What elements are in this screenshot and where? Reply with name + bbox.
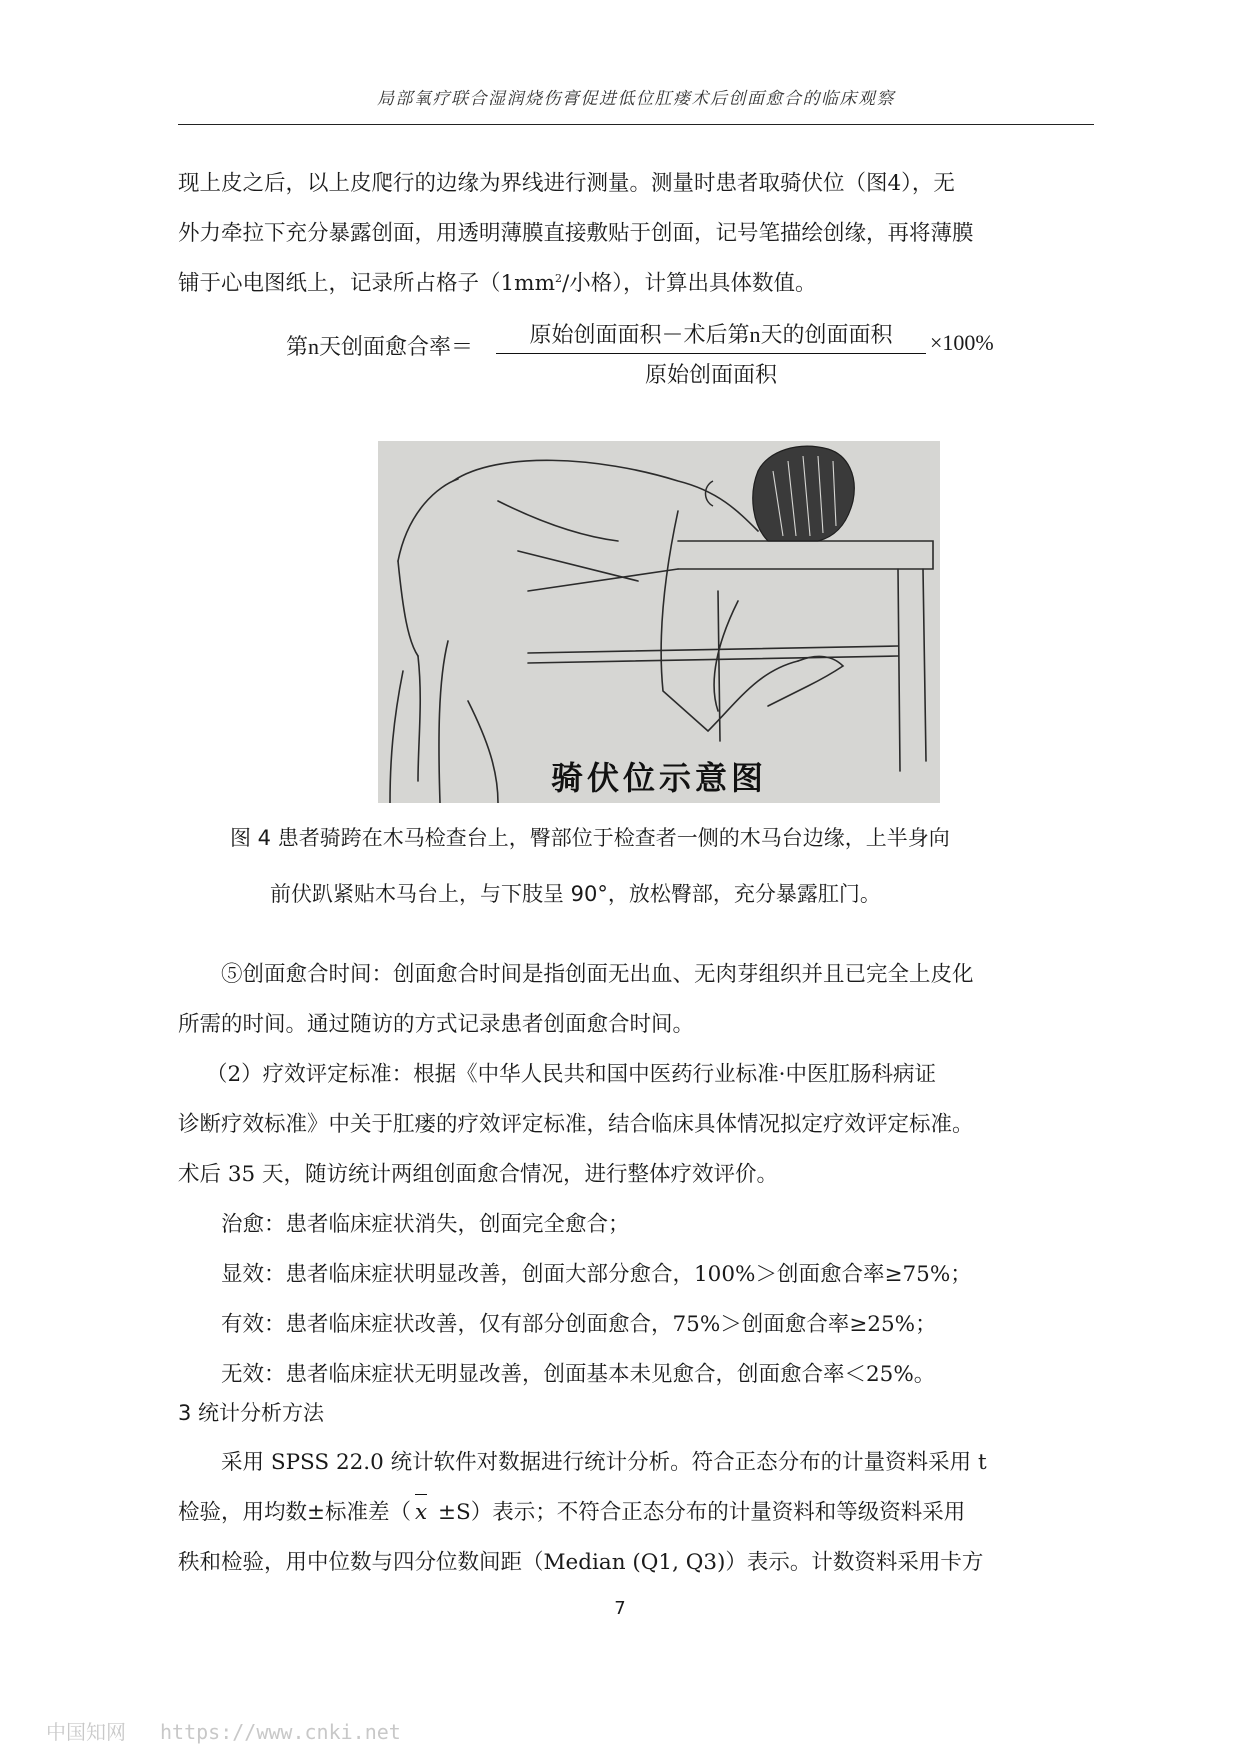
formula-fraction — [496, 318, 926, 389]
section-3-line-1: 采用 SPSS 22.0 统计软件对数据进行统计分析。符合正态分布的计量资料采用 t — [221, 1450, 987, 1475]
cnki-watermark — [46, 1716, 401, 1745]
figure-embedded-title: 骑伏位示意图 — [550, 759, 767, 797]
paragraph-2-line-1: ⑤创面愈合时间：创面愈合时间是指创面无出血、无肉芽组织并且已完全上皮化 — [221, 962, 974, 987]
criterion-cured: 治愈：患者临床症状消失，创面完全愈合； — [221, 1212, 630, 1237]
watermark-cn: 中国知网 — [46, 1720, 126, 1744]
paragraph-1-line-3 — [178, 259, 1094, 309]
section-3-line-3: 秩和检验，用中位数与四分位数间距（Median (Q1, Q3)）表示。计数资料采用卡方 — [178, 1550, 984, 1575]
formula-numerator: 原始创面面积－术后第n天的创面面积 — [496, 318, 926, 354]
formula-multiplier: ×100% — [930, 330, 994, 355]
paragraph-2-line-3: （2）疗效评定标准：根据《中华人民共和国中医药行业标准·中医肛肠科病证 — [206, 1062, 937, 1087]
page-number: 7 — [614, 1598, 626, 1619]
watermark-url: https://www.cnki.net — [160, 1720, 401, 1744]
criterion-ineffective: 无效：患者临床症状无明显改善，创面基本未见愈合，创面愈合率＜25%。 — [221, 1362, 936, 1387]
x-bar-symbol: x — [411, 1488, 431, 1538]
paragraph-2-line-2: 所需的时间。通过随访的方式记录患者创面愈合时间。 — [178, 1012, 695, 1037]
paragraph-1-line-1: 现上皮之后，以上皮爬行的边缘为界线进行测量。测量时患者取骑伏位（图4），无 — [178, 171, 955, 196]
section-3-heading: 3 统计分析方法 — [178, 1401, 325, 1425]
formula-lhs: 第n天创面愈合率＝ — [286, 334, 474, 359]
position-sketch — [378, 441, 940, 803]
criterion-effective: 有效：患者临床症状改善，仅有部分创面愈合，75%＞创面愈合率≥25%； — [221, 1312, 937, 1337]
section-3-line-2 — [178, 1488, 1094, 1538]
caption-line-2: 前伏趴紧贴木马台上，与下肢呈 90°，放松臀部，充分暴露肛门。 — [270, 882, 881, 906]
figure-4-illustration — [378, 441, 940, 803]
section-3-line-2-pre: 检验，用均数±标准差（ — [178, 1500, 412, 1525]
running-header: 局部氧疗联合湿润烧伤膏促进低位肛瘘术后创面愈合的临床观察 — [377, 89, 895, 109]
section-3-line-2-post: ±S）表示；不符合正态分布的计量资料和等级资料采用 — [431, 1500, 966, 1525]
formula-denominator: 原始创面面积 — [644, 362, 777, 387]
paragraph-2-line-5: 术后 35 天，随访统计两组创面愈合情况，进行整体疗效评价。 — [178, 1162, 779, 1187]
section-3-body — [178, 1438, 1094, 1588]
paragraph-1-line-2: 外力牵拉下充分暴露创面，用透明薄膜直接敷贴于创面，记号笔描绘创缘，再将薄膜 — [178, 221, 974, 246]
paragraph-1-line-3-pre: 铺于心电图纸上，记录所占格子（1mm — [178, 271, 555, 296]
criterion-marked: 显效：患者临床症状明显改善，创面大部分愈合，100%＞创面愈合率≥75%； — [221, 1262, 972, 1287]
paragraph-1-line-3-post: /小格），计算出具体数值。 — [561, 271, 817, 296]
caption-line-1: 图 4 患者骑跨在木马检查台上，臀部位于检查者一侧的木马台边缘，上半身向 — [230, 826, 950, 850]
paragraph-2-line-4: 诊断疗效标准》中关于肛瘘的疗效评定标准，结合临床具体情况拟定疗效评定标准。 — [178, 1112, 974, 1137]
paragraph-2 — [178, 950, 1094, 1400]
paragraph-1 — [178, 159, 1094, 309]
squared-superscript: 2 — [554, 271, 562, 285]
header-rule — [178, 124, 1094, 125]
figure-4-caption — [230, 810, 1090, 922]
